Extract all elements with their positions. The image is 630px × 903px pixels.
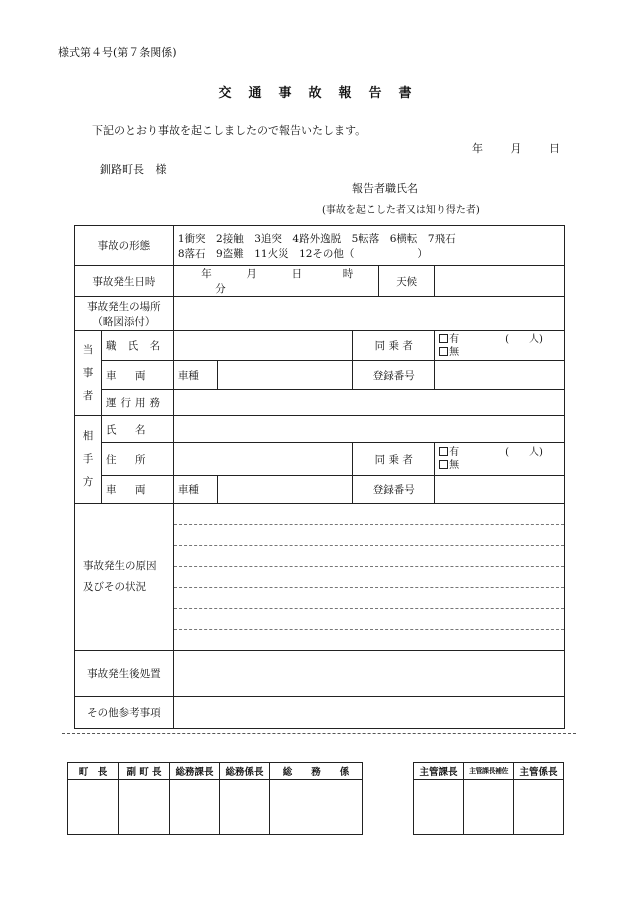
cause-field[interactable]	[173, 504, 564, 651]
cause-label-line1: 事故発生の原因	[83, 560, 157, 572]
location-label-sub: （略図添付）	[92, 315, 156, 328]
stamp-box[interactable]	[220, 780, 270, 835]
party-group-char-2: 事	[82, 366, 94, 379]
party-passenger-yes-checkbox[interactable]	[439, 334, 448, 343]
weather-field[interactable]	[435, 266, 565, 297]
datetime-day: 日	[291, 268, 303, 280]
aftermath-label: 事故発生後処置	[75, 651, 174, 697]
stamp-header-dept-section-chief: 主管係長	[514, 763, 564, 780]
form-number: 様式第４号(第７条関係)	[58, 46, 177, 59]
cause-writing-line	[174, 546, 564, 567]
reporter-note: (事故を起こした者又は知り得た者)	[322, 205, 480, 216]
party-passenger-label: 同 乗 者	[353, 331, 435, 361]
row-party-vehicle	[75, 361, 565, 390]
intro-text: 下記のとおり事故を起こしましたので報告いたします。	[92, 124, 367, 137]
row-location	[75, 297, 565, 331]
counterparty-name-label: 氏 名	[101, 416, 173, 443]
stamp-header-mayor: 町 長	[68, 763, 119, 780]
cause-writing-line	[174, 630, 564, 650]
party-passenger-yes-label: 有	[449, 333, 460, 345]
accident-type-label: 事故の形態	[75, 226, 174, 266]
counterparty-passenger-count: ( 人)	[505, 447, 543, 458]
stamp-box[interactable]	[464, 780, 514, 835]
row-notes	[75, 697, 565, 729]
date-line: 年 月 日	[472, 142, 560, 155]
stamp-box[interactable]	[119, 780, 170, 835]
stamp-box[interactable]	[68, 780, 119, 835]
approval-stamps-left	[67, 762, 363, 835]
datetime-year: 年	[201, 268, 212, 280]
stamp-box[interactable]	[514, 780, 564, 835]
counterparty-address-label: 住 所	[101, 443, 173, 476]
counterparty-group-char-2: 手	[82, 453, 94, 465]
counterparty-passenger-field[interactable]	[435, 443, 565, 476]
party-passenger-field[interactable]	[435, 331, 565, 361]
stamp-box-row	[414, 780, 564, 835]
party-vehicle-type-field[interactable]	[217, 361, 353, 390]
stamp-box[interactable]	[170, 780, 220, 835]
party-registration-label: 登録番号	[353, 361, 435, 390]
party-passenger-no-checkbox[interactable]	[439, 347, 448, 356]
party-passenger-no-label: 無	[449, 346, 460, 358]
addressee: 釧路町長 様	[100, 163, 167, 176]
row-counterparty-address	[75, 443, 565, 476]
stamp-box-row	[68, 780, 363, 835]
cause-writing-line	[174, 504, 564, 525]
counterparty-group-label	[75, 416, 102, 504]
counterparty-name-field[interactable]	[173, 416, 564, 443]
row-aftermath	[75, 651, 565, 697]
party-purpose-label: 運行用務	[101, 390, 173, 416]
stamp-header-general-affairs-chief: 総務課長	[170, 763, 220, 780]
cause-writing-line	[174, 567, 564, 588]
stamp-header-general-affairs-staff: 総 務 係	[270, 763, 363, 780]
weather-label: 天候	[379, 266, 435, 297]
location-field[interactable]	[173, 297, 564, 331]
row-party-name	[75, 331, 565, 361]
party-group-char-3: 者	[82, 389, 94, 402]
row-counterparty-name	[75, 416, 565, 443]
counterparty-passenger-no-checkbox[interactable]	[439, 460, 448, 469]
counterparty-address-field[interactable]	[173, 443, 353, 476]
row-cause	[75, 504, 565, 651]
row-datetime	[75, 266, 565, 297]
cut-line	[62, 733, 576, 734]
counterparty-vehicle-type-label: 車種	[173, 476, 217, 504]
stamp-header-general-affairs-section-chief: 総務係長	[220, 763, 270, 780]
row-party-purpose	[75, 390, 565, 416]
party-group-char-1: 当	[82, 343, 94, 356]
stamp-box[interactable]	[270, 780, 363, 835]
notes-field[interactable]	[173, 697, 564, 729]
accident-type-options[interactable]	[173, 226, 564, 266]
stamp-header-dept-chief: 主管課長	[414, 763, 464, 780]
counterparty-group-char-3: 方	[82, 476, 94, 488]
datetime-month: 月	[246, 268, 257, 280]
datetime-field[interactable]	[173, 266, 378, 297]
row-counterparty-vehicle	[75, 476, 565, 504]
row-accident-type	[75, 226, 565, 266]
party-purpose-field[interactable]	[173, 390, 564, 416]
datetime-label: 事故発生日時	[75, 266, 174, 297]
accident-report-table	[74, 225, 565, 729]
aftermath-field[interactable]	[173, 651, 564, 697]
counterparty-passenger-yes-label: 有	[449, 447, 460, 458]
notes-label: その他参考事項	[75, 697, 174, 729]
counterparty-registration-field[interactable]	[435, 476, 565, 504]
party-group-label	[75, 331, 102, 416]
approval-stamps-right	[413, 762, 564, 835]
counterparty-passenger-label: 同 乗 者	[353, 443, 435, 476]
stamp-header-deputy-mayor: 副 町 長	[119, 763, 170, 780]
cause-writing-line	[174, 609, 564, 630]
stamp-header-dept-assistant-chief: 主管課長補佐	[464, 763, 514, 780]
party-name-field[interactable]	[173, 331, 353, 361]
counterparty-vehicle-type-field[interactable]	[217, 476, 353, 504]
counterparty-passenger-no-label: 無	[449, 460, 460, 471]
stamp-header-row	[414, 763, 564, 780]
accident-type-line2: 8落石 9盗難 11火災 12その他（ ）	[177, 247, 428, 260]
location-label-main: 事故発生の場所	[87, 300, 161, 313]
stamp-header-row	[68, 763, 363, 780]
cause-label-line2: 及びその状況	[83, 581, 146, 593]
accident-type-line1: 1衝突 2接触 3追突 4路外逸脱 5転落 6横転 7飛石	[177, 232, 456, 245]
cause-label	[75, 504, 174, 651]
party-name-label: 職 氏 名	[101, 331, 173, 361]
stamp-box[interactable]	[414, 780, 464, 835]
counterparty-group-char-1: 相	[82, 430, 94, 442]
party-registration-field[interactable]	[435, 361, 565, 390]
party-vehicle-label: 車 両	[101, 361, 173, 390]
cause-writing-line	[174, 525, 564, 546]
page-title: 交通事故報告書	[218, 86, 429, 101]
party-passenger-count: ( 人)	[505, 333, 543, 345]
counterparty-registration-label: 登録番号	[353, 476, 435, 504]
datetime-hour: 時	[342, 268, 354, 280]
counterparty-passenger-yes-checkbox[interactable]	[439, 447, 448, 456]
reporter-label: 報告者職氏名	[352, 182, 418, 195]
datetime-minute: 分	[215, 283, 226, 295]
counterparty-vehicle-label: 車 両	[101, 476, 173, 504]
party-vehicle-type-label: 車種	[173, 361, 217, 390]
location-label	[75, 297, 174, 331]
cause-writing-line	[174, 588, 564, 609]
